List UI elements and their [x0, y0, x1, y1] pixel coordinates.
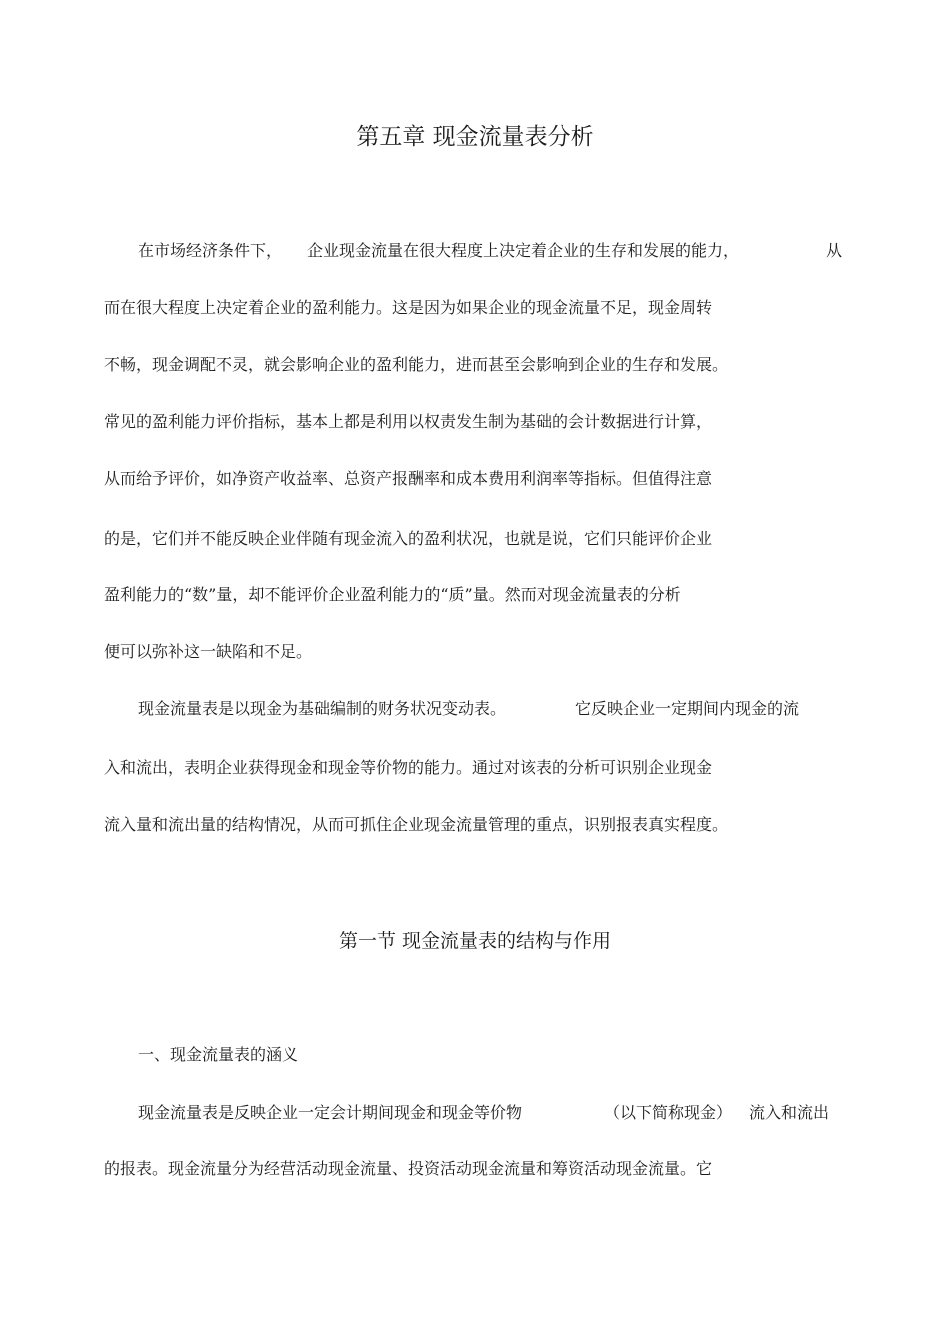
intro-line-7: 盈利能力的“数”量，却不能评价企业盈利能力的“质”量。然而对现金流量表的分析 — [104, 585, 681, 604]
chapter-title: 第五章 现金流量表分析 — [356, 124, 594, 150]
para3-line-1b: （以下简称现金） — [604, 1103, 733, 1122]
para2-line-1b: 它反映企业一定期间内现金的流 — [575, 699, 800, 718]
para3-line-1c: 流入和流出 — [749, 1103, 830, 1122]
para2-line-2: 入和流出，表明企业获得现金和现金等价物的能力。通过对该表的分析可识别企业现金 — [104, 758, 713, 777]
intro-line-6: 的是，它们并不能反映企业伴随有现金流入的盈利状况，也就是说，它们只能评价企业 — [104, 529, 713, 548]
para3-line-2: 的报表。现金流量分为经营活动现金流量、投资活动现金流量和筹资活动现金流量。它 — [104, 1159, 713, 1178]
intro-line-2: 而在很大程度上决定着企业的盈利能力。这是因为如果企业的现金流量不足，现金周转 — [104, 298, 713, 317]
section-title: 第一节 现金流量表的结构与作用 — [338, 930, 612, 952]
intro-line-5: 从而给予评价，如净资产收益率、总资产报酬率和成本费用利润率等指标。但值得注意 — [104, 469, 713, 488]
para3-line-1a: 现金流量表是反映企业一定会计期间现金和现金等价物 — [138, 1103, 523, 1122]
intro-line-3: 不畅，现金调配不灵，就会影响企业的盈利能力，进而甚至会影响到企业的生存和发展。 — [104, 355, 729, 374]
intro-line-1b: 企业现金流量在很大程度上决定着企业的生存和发展的能力， — [307, 241, 740, 260]
intro-line-4: 常见的盈利能力评价指标，基本上都是利用以权责发生制为基础的会计数据进行计算， — [104, 412, 713, 431]
intro-line-8: 便可以弥补这一缺陷和不足。 — [104, 642, 313, 661]
intro-line-1a: 在市场经济条件下， — [138, 241, 283, 260]
para2-line-3: 流入量和流出量的结构情况，从而可抓住企业现金流量管理的重点，识别报表真实程度。 — [104, 815, 729, 834]
intro-line-1c: 从 — [826, 241, 843, 260]
para2-line-1a: 现金流量表是以现金为基础编制的财务状况变动表。 — [138, 699, 507, 718]
subheading: 一、现金流量表的涵义 — [138, 1045, 299, 1064]
